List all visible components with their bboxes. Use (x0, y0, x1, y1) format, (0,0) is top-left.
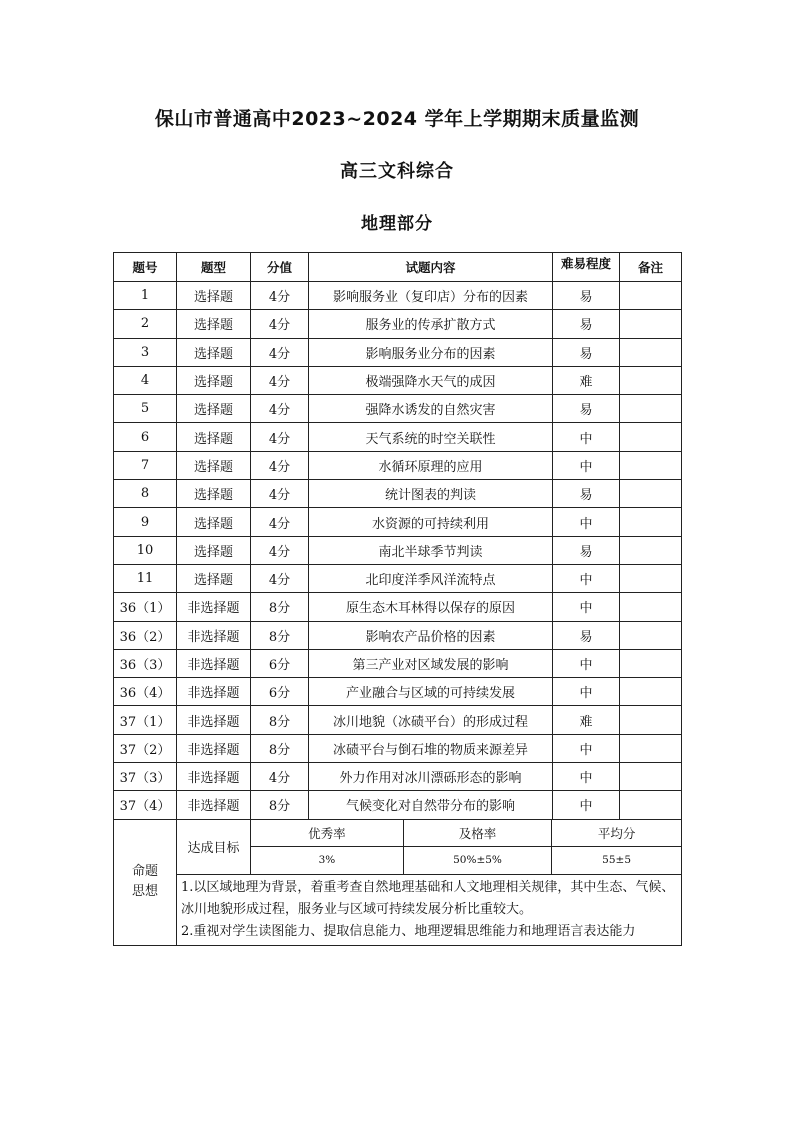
cell-question-type: 选择题 (177, 310, 251, 338)
cell-score: 6分 (251, 649, 309, 677)
cell-question-no: 9 (114, 508, 177, 536)
metric-header-excellent: 优秀率 (251, 820, 403, 847)
cell-remark (620, 621, 682, 649)
metric-header-pass: 及格率 (403, 820, 551, 847)
idea-notes (177, 874, 682, 945)
table-row (114, 508, 682, 536)
table-row (114, 564, 682, 592)
cell-question-no: 8 (114, 480, 177, 508)
idea-label (114, 819, 177, 945)
goal-label: 达成目标 (177, 819, 251, 874)
table-row (114, 621, 682, 649)
cell-score: 4分 (251, 536, 309, 564)
table-row (114, 338, 682, 366)
cell-question-no: 6 (114, 423, 177, 451)
cell-difficulty: 易 (553, 536, 620, 564)
cell-remark (620, 593, 682, 621)
table-row (114, 395, 682, 423)
section-title: 地理部分 (361, 214, 433, 234)
table-row (114, 678, 682, 706)
cell-difficulty: 中 (553, 564, 620, 592)
idea-note-1: 1.以区域地理为背景，着重考查自然地理基础和人文地理相关规律，其中生态、气候、冰川地貌形成过程，服务业与区域可持续发展分析比重较大。 (181, 879, 675, 917)
cell-remark (620, 338, 682, 366)
cell-difficulty: 中 (553, 451, 620, 479)
cell-difficulty: 中 (553, 508, 620, 536)
table-row (114, 706, 682, 734)
cell-difficulty: 易 (553, 338, 620, 366)
cell-question-no: 1 (114, 282, 177, 310)
table-row (114, 734, 682, 762)
cell-question-no: 36（2） (114, 621, 177, 649)
table-header-row (114, 253, 682, 282)
idea-row-metrics (114, 819, 682, 874)
cell-difficulty: 中 (553, 791, 620, 819)
cell-remark (620, 451, 682, 479)
cell-question-type: 非选择题 (177, 706, 251, 734)
metric-value-pass: 50%±5% (403, 847, 551, 874)
cell-score: 8分 (251, 734, 309, 762)
table-row (114, 451, 682, 479)
metric-header-average: 平均分 (552, 820, 681, 847)
cell-remark (620, 649, 682, 677)
cell-score: 4分 (251, 423, 309, 451)
cell-question-no: 37（3） (114, 763, 177, 791)
cell-question-no: 36（3） (114, 649, 177, 677)
cell-question-type: 非选择题 (177, 593, 251, 621)
cell-question-type: 非选择题 (177, 734, 251, 762)
cell-content: 服务业的传承扩散方式 (309, 310, 553, 338)
metric-value-average: 55±5 (552, 847, 681, 874)
header-score: 分值 (251, 253, 309, 282)
document-subtitle: 高三文科综合 (340, 161, 454, 182)
cell-score: 6分 (251, 678, 309, 706)
cell-score: 8分 (251, 706, 309, 734)
header-difficulty-label: 难易程度 (560, 255, 611, 271)
cell-content: 强降水诱发的自然灾害 (309, 395, 553, 423)
table-row (114, 791, 682, 819)
cell-difficulty: 易 (553, 282, 620, 310)
cell-difficulty: 中 (553, 734, 620, 762)
cell-question-type: 选择题 (177, 508, 251, 536)
cell-question-no: 7 (114, 451, 177, 479)
cell-remark (620, 763, 682, 791)
table-row (114, 763, 682, 791)
cell-content: 统计图表的判读 (309, 480, 553, 508)
cell-difficulty: 中 (553, 763, 620, 791)
table-row (114, 282, 682, 310)
cell-difficulty: 易 (553, 621, 620, 649)
cell-remark (620, 536, 682, 564)
cell-remark (620, 395, 682, 423)
cell-difficulty: 中 (553, 593, 620, 621)
cell-content: 南北半球季节判读 (309, 536, 553, 564)
table-row (114, 649, 682, 677)
cell-question-type: 非选择题 (177, 678, 251, 706)
cell-remark (620, 508, 682, 536)
cell-question-no: 3 (114, 338, 177, 366)
header-remark: 备注 (620, 253, 682, 282)
cell-remark (620, 310, 682, 338)
cell-difficulty: 易 (553, 310, 620, 338)
cell-content: 冰碛平台与倒石堆的物质来源差异 (309, 734, 553, 762)
cell-question-type: 选择题 (177, 338, 251, 366)
cell-content: 影响农产品价格的因素 (309, 621, 553, 649)
cell-content: 冰川地貌（冰碛平台）的形成过程 (309, 706, 553, 734)
cell-remark (620, 706, 682, 734)
cell-question-no: 5 (114, 395, 177, 423)
cell-score: 4分 (251, 480, 309, 508)
cell-question-type: 非选择题 (177, 763, 251, 791)
cell-score: 8分 (251, 593, 309, 621)
cell-remark (620, 366, 682, 394)
header-difficulty (553, 253, 620, 282)
cell-difficulty: 中 (553, 423, 620, 451)
cell-score: 4分 (251, 508, 309, 536)
cell-question-type: 选择题 (177, 480, 251, 508)
cell-question-type: 非选择题 (177, 649, 251, 677)
cell-question-type: 选择题 (177, 282, 251, 310)
cell-score: 4分 (251, 310, 309, 338)
cell-score: 4分 (251, 338, 309, 366)
cell-question-type: 选择题 (177, 366, 251, 394)
cell-question-no: 2 (114, 310, 177, 338)
table-row (114, 593, 682, 621)
table-row (114, 310, 682, 338)
cell-remark (620, 791, 682, 819)
cell-difficulty: 易 (553, 395, 620, 423)
cell-question-type: 非选择题 (177, 621, 251, 649)
cell-content: 影响服务业（复印店）分布的因素 (309, 282, 553, 310)
cell-score: 4分 (251, 564, 309, 592)
cell-question-no: 10 (114, 536, 177, 564)
cell-question-no: 36（1） (114, 593, 177, 621)
document-title: 保山市普通高中2023~2024 学年上学期期末质量监测 (154, 108, 640, 130)
metric-value-excellent: 3% (251, 847, 403, 874)
cell-question-type: 选择题 (177, 451, 251, 479)
cell-difficulty: 难 (553, 366, 620, 394)
cell-content: 产业融合与区域的可持续发展 (309, 678, 553, 706)
cell-score: 4分 (251, 763, 309, 791)
cell-question-type: 选择题 (177, 423, 251, 451)
cell-question-type: 选择题 (177, 395, 251, 423)
cell-difficulty: 中 (553, 649, 620, 677)
cell-content: 气候变化对自然带分布的影响 (309, 791, 553, 819)
cell-score: 4分 (251, 366, 309, 394)
cell-question-no: 37（4） (114, 791, 177, 819)
cell-remark (620, 282, 682, 310)
cell-difficulty: 难 (553, 706, 620, 734)
idea-note-2: 2.重视对学生读图能力、提取信息能力、地理逻辑思维能力和地理语言表达能力 (181, 923, 636, 939)
cell-content: 北印度洋季风洋流特点 (309, 564, 553, 592)
goal-metrics-table (251, 820, 681, 874)
cell-question-type: 选择题 (177, 564, 251, 592)
header-content: 试题内容 (309, 253, 553, 282)
cell-content: 影响服务业分布的因素 (309, 338, 553, 366)
table-row (114, 536, 682, 564)
cell-question-type: 选择题 (177, 536, 251, 564)
cell-content: 天气系统的时空关联性 (309, 423, 553, 451)
cell-content: 水循环原理的应用 (309, 451, 553, 479)
idea-label-line1: 命题 (131, 864, 158, 880)
header-question-no: 题号 (114, 253, 177, 282)
cell-score: 4分 (251, 395, 309, 423)
header-question-type: 题型 (177, 253, 251, 282)
cell-remark (620, 423, 682, 451)
cell-score: 4分 (251, 451, 309, 479)
cell-score: 4分 (251, 282, 309, 310)
goal-metrics (251, 819, 682, 874)
cell-score: 8分 (251, 791, 309, 819)
exam-analysis-table (113, 252, 682, 946)
cell-score: 8分 (251, 621, 309, 649)
idea-row-notes (114, 874, 682, 945)
idea-label-line2: 思想 (131, 884, 158, 900)
table-row (114, 366, 682, 394)
cell-question-no: 11 (114, 564, 177, 592)
cell-content: 极端强降水天气的成因 (309, 366, 553, 394)
cell-content: 水资源的可持续利用 (309, 508, 553, 536)
cell-question-type: 非选择题 (177, 791, 251, 819)
cell-difficulty: 中 (553, 678, 620, 706)
cell-content: 外力作用对冰川漂砾形态的影响 (309, 763, 553, 791)
table-row (114, 423, 682, 451)
cell-content: 第三产业对区域发展的影响 (309, 649, 553, 677)
cell-remark (620, 678, 682, 706)
cell-content: 原生态木耳林得以保存的原因 (309, 593, 553, 621)
cell-question-no: 37（2） (114, 734, 177, 762)
table-row (114, 480, 682, 508)
cell-difficulty: 易 (553, 480, 620, 508)
cell-question-no: 37（1） (114, 706, 177, 734)
cell-remark (620, 480, 682, 508)
cell-remark (620, 734, 682, 762)
cell-question-no: 4 (114, 366, 177, 394)
cell-remark (620, 564, 682, 592)
cell-question-no: 36（4） (114, 678, 177, 706)
